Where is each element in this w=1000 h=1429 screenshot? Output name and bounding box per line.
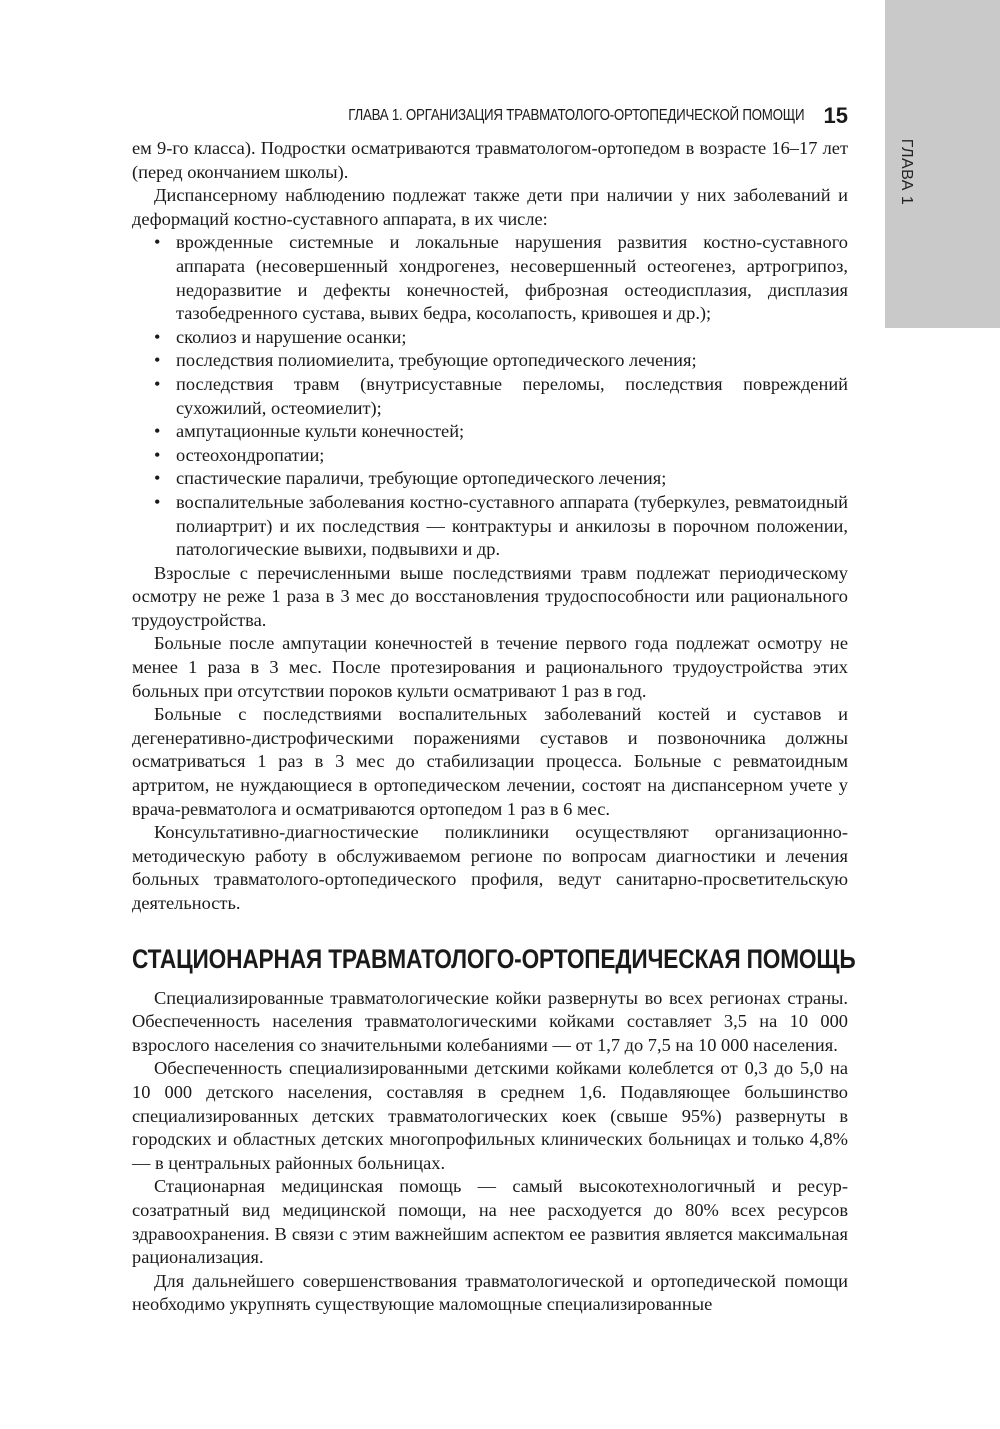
list-item-text: последствия травм (внутрисуставные переломы, последствия повреждений сухожилий, остеомиелит); (176, 373, 848, 418)
paragraph: ем 9-го класса). Подростки осматриваются травматологом-ортопедом в возрасте 16–17 лет (перед окончанием школы). (132, 138, 848, 182)
list-item-text: последствия полиомиелита, требующие ортопедического лечения; (176, 350, 697, 371)
paragraph: Консультативно-диагностические поликлиники осуществляют организационно-методическую работу в обслуживаемом регионе по вопросам диагностики и лечения больных травматолого-ортопедического профиля, ведут санитарно-просветительскую деятельность. (132, 822, 848, 913)
bullet-list (132, 231, 848, 561)
list-item (132, 420, 848, 444)
paragraph: Стационарная медицинская помощь — самый высокотехнологичный и ресурсозатратный вид медицинской помощи, на нее расходуется до 80% всех ресурсов здравоохранения. В связи с этим важнейшим аспектом ее развития является максимальная рационализация. (132, 1176, 848, 1268)
list-item (132, 326, 848, 350)
chapter-side-tab-label: ГЛАВА 1 (898, 138, 915, 206)
bullet-icon: • (154, 444, 161, 465)
paragraph: Для дальнейшего совершенствования травматологической и ортопедической помощи необходимо укрупнять существующие маломощные специализированные (132, 1270, 848, 1315)
list-item-text: сколиоз и нарушение осанки; (176, 326, 407, 347)
bullet-icon: • (154, 421, 161, 442)
bullet-icon: • (154, 326, 161, 347)
list-item (132, 231, 848, 325)
paragraph: Больные с последствиями воспалительных заболеваний костей и суставов и дегенеративно-дистрофическими поражениями суставов и позвоночника должны осматриваться 1 раз в 3 мес до стабилизации процесса. Больные с ревматоидным артритом, не нуждающиеся в ортопедическом лечении, состоят на диспансерном учете у врача-ревматолога и осматриваются ортопедом 1 раз в 6 мес. (132, 704, 848, 819)
list-item-text: остеохондропатии; (176, 444, 325, 465)
paragraph: Диспансерному наблюдению подлежат также дети при наличии у них заболеваний и деформаций костно-суставного аппарата, в их числе: (132, 185, 848, 229)
bullet-icon: • (154, 350, 161, 371)
paragraph: Специализированные травматологические койки развернуты во всех регионах страны. Обеспеченность населения травматологическими койками составляет 3,5 на 10 000 взрослого населения со значительными колебаниями — от 1,7 до 7,5 на 10 000 населения. (132, 987, 848, 1055)
list-item-text: врожденные системные и локальные нарушения развития костно-суставного аппарата (несовершенный хондрогенез, несовершенный остеогенез, артрогрипоз, недоразвитие и дефекты конечностей, фиброзная остеодисплазия, дисплазия тазобедренного сустава, вывих бедра, косолапость, кривошея и др.); (176, 232, 848, 324)
list-item-text: воспалительные заболевания костно-суставного аппарата (туберкулез, ревматоидный полиартрит) и их последствия — контрактуры и анкилозы в порочном положении, патологические вывихи, подвывихи и др. (176, 491, 848, 560)
page-content (132, 137, 856, 1317)
section-heading: СТАЦИОНАРНАЯ ТРАВМАТОЛОГО-ОРТОПЕДИЧЕСКАЯ ПОМОЩЬ (132, 943, 856, 974)
list-item (132, 373, 848, 420)
paragraph: Обеспеченность специализированными детскими койками колеблется от 0,3 до 5,0 на 10 000 детского населения, составляя в среднем 1,6. Подавляющее большинство специализированных детских травматологических коек (свыше 95%) развернуты в городских и областных детских многопрофильных клинических больницах и только 4,8% — в центральных районных больницах. (132, 1058, 848, 1173)
paragraph: Взрослые с перечисленными выше последствиями травм подлежат периодическому осмотру не реже 1 раза в 3 мес до восстановления трудоспособности или рационального трудоустройства. (132, 562, 848, 630)
paragraph: Больные после ампутации конечностей в течение первого года подлежат осмотру не менее 1 раза в 3 мес. После протезирования и рационального трудоустройства этих больных при отсутствии пороков культи осматривают 1 раз в год. (132, 633, 848, 701)
bullet-icon: • (154, 491, 161, 512)
page-number: 15 (823, 103, 848, 128)
bullet-icon: • (154, 373, 161, 394)
list-item-text: ампутационные культи конечностей; (176, 421, 465, 442)
list-item (132, 349, 848, 373)
running-header (132, 104, 848, 130)
bullet-icon: • (154, 232, 161, 253)
list-item (132, 491, 848, 562)
list-item (132, 444, 848, 468)
bullet-icon: • (154, 468, 161, 489)
list-item (132, 467, 848, 491)
running-header-title: ГЛАВА 1. ОРГАНИЗАЦИЯ ТРАВМАТОЛОГО-ОРТОПЕДИЧЕСКОЙ ПОМОЩИ (347, 107, 804, 124)
list-item-text: спастические параличи, требующие ортопедического лечения; (176, 468, 667, 489)
